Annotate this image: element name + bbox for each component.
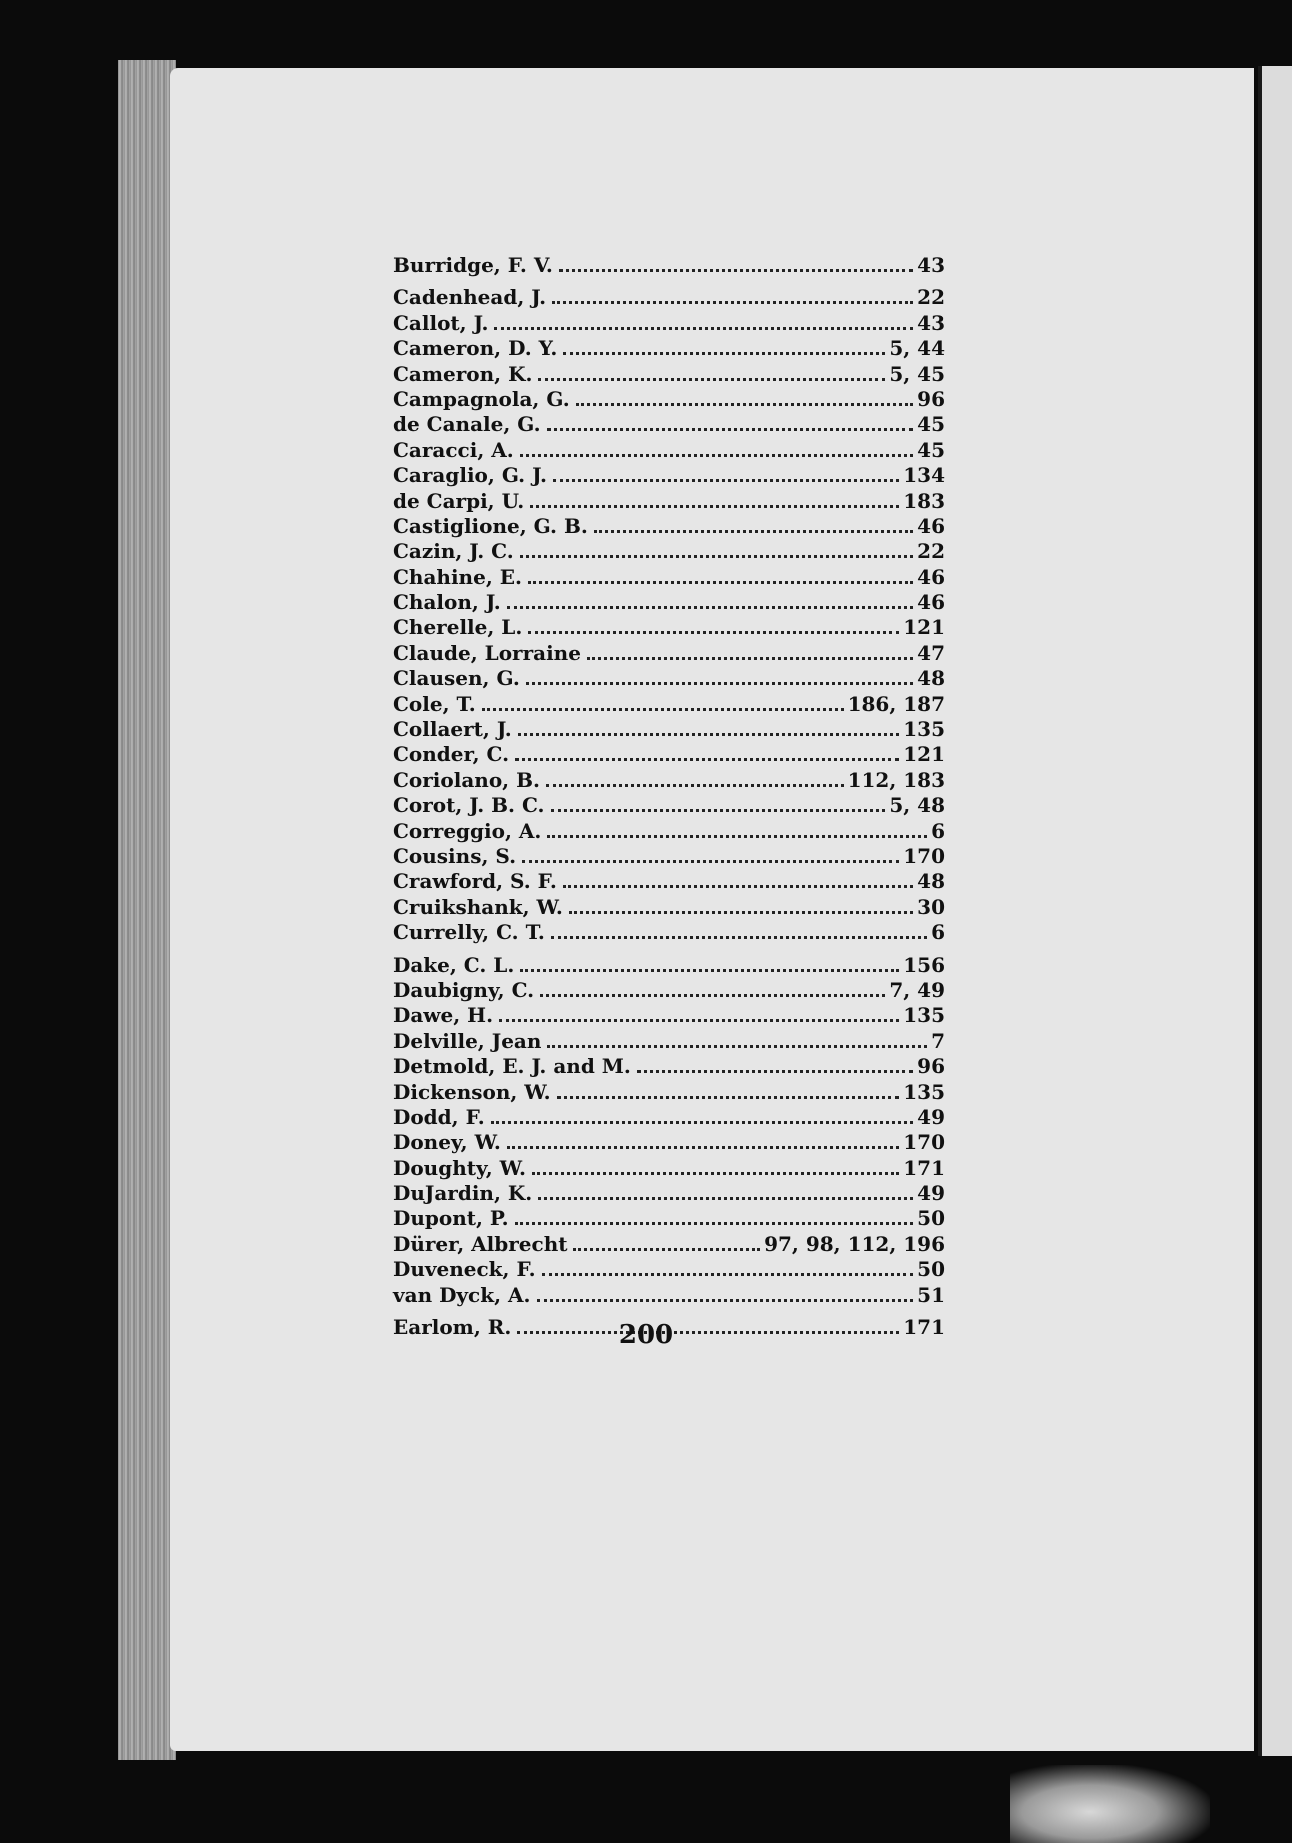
dot-leader <box>530 505 899 508</box>
index-entry-name: Dickenson, W. <box>393 1079 551 1104</box>
index-entry-pages: 48 <box>917 869 945 894</box>
index-entry-pages: 50 <box>917 1206 945 1231</box>
index-entry <box>393 844 945 869</box>
index-entry-name: Doughty, W. <box>393 1155 526 1180</box>
index-entry-pages: 5, 44 <box>889 336 945 361</box>
index-entry-pages: 171 <box>903 1155 945 1180</box>
index-entry-pages: 22 <box>917 285 945 310</box>
dot-leader <box>491 1121 913 1124</box>
index-entry-pages: 50 <box>917 1257 945 1282</box>
index-entry-pages: 46 <box>917 513 945 538</box>
dot-leader <box>507 1146 899 1149</box>
index-entry <box>393 1003 945 1028</box>
index-entry-pages: 121 <box>903 742 945 767</box>
index-entry <box>393 412 945 437</box>
index-entry-name: Cruikshank, W. <box>393 894 563 919</box>
index-entry-name: Cherelle, L. <box>393 615 523 640</box>
index-entry <box>393 768 945 793</box>
index-entry-name: Earlom, R. <box>393 1315 512 1340</box>
dot-leader <box>587 657 913 660</box>
index-entry-name: Callot, J. <box>393 310 489 335</box>
index-entry-pages: 112, 183 <box>847 767 945 792</box>
index-entry-name: Duveneck, F. <box>393 1257 536 1282</box>
index-entry-pages: 48 <box>917 666 945 691</box>
dot-leader <box>559 269 913 272</box>
dot-leader <box>546 784 844 787</box>
index-entry <box>393 539 945 564</box>
dot-leader <box>494 327 913 330</box>
index-entry-pages: 96 <box>917 1054 945 1079</box>
dot-leader <box>637 1070 913 1073</box>
dot-leader <box>551 936 927 939</box>
index-entry-pages: 170 <box>903 1130 945 1155</box>
index-entry-pages: 170 <box>903 843 945 868</box>
index-entry-name: Burridge, F. V. <box>393 253 553 277</box>
index-entry-name: Cole, T. <box>393 691 476 716</box>
index-entry-pages: 46 <box>917 590 945 615</box>
index-entry-name: Dupont, P. <box>393 1206 509 1231</box>
index-entry-name: Campagnola, G. <box>393 386 570 411</box>
index-entry-name: Cameron, D. Y. <box>393 336 558 361</box>
dot-leader <box>538 378 885 381</box>
index-entry <box>393 311 945 336</box>
index-entry-pages: 7, 49 <box>889 977 945 1002</box>
index-entry-name: DuJardin, K. <box>393 1181 533 1206</box>
dot-leader <box>507 606 913 609</box>
index-entry-name: Dawe, H. <box>393 1003 494 1028</box>
index-entry <box>393 1283 945 1308</box>
index-entry-name: Correggio, A. <box>393 818 542 843</box>
index-entry-name: de Carpi, U. <box>393 488 525 513</box>
index-list <box>393 253 945 1340</box>
index-entry <box>393 253 945 278</box>
index-entry <box>393 1156 945 1181</box>
index-entry <box>393 1206 945 1231</box>
index-entry-name: Cazin, J. C. <box>393 539 514 564</box>
index-entry-name: Crawford, S. F. <box>393 869 557 894</box>
index-entry-name: Corot, J. B. C. <box>393 793 545 818</box>
dot-leader <box>537 1299 914 1302</box>
index-entry-name: Cousins, S. <box>393 843 517 868</box>
index-entry <box>393 1054 945 1079</box>
dot-leader <box>547 1045 927 1048</box>
index-entry-pages: 183 <box>903 488 945 513</box>
index-entry-pages: 5, 45 <box>889 361 945 386</box>
index-entry <box>393 590 945 615</box>
index-entry <box>393 1130 945 1155</box>
index-entry-name: Caraglio, G. J. <box>393 463 547 488</box>
dot-leader <box>528 631 899 634</box>
dot-leader <box>553 479 899 482</box>
dot-leader <box>573 1248 760 1251</box>
index-entry-name: Clausen, G. <box>393 666 520 691</box>
index-entry-pages: 171 <box>903 1315 945 1340</box>
index-entry-pages: 6 <box>931 818 945 843</box>
index-entry <box>393 1232 945 1257</box>
index-entry-pages: 49 <box>917 1104 945 1129</box>
index-entry-name: Conder, C. <box>393 742 510 767</box>
index-entry-name: Claude, Lorraine <box>393 640 581 665</box>
index-entry-pages: 45 <box>917 412 945 437</box>
dot-leader <box>547 835 927 838</box>
index-entry <box>393 742 945 767</box>
dot-leader <box>576 403 913 406</box>
index-entry-pages: 45 <box>917 437 945 462</box>
index-entry-pages: 7 <box>931 1028 945 1053</box>
index-entry-name: Doney, W. <box>393 1130 501 1155</box>
index-entry <box>393 1257 945 1282</box>
index-entry-name: Delville, Jean <box>393 1028 542 1053</box>
index-entry-name: Chalon, J. <box>393 590 501 615</box>
index-entry-name: Coriolano, B. <box>393 767 540 792</box>
index-entry-name: Collaert, J. <box>393 717 512 742</box>
dot-leader <box>552 301 913 304</box>
index-entry-pages: 156 <box>903 952 945 977</box>
dot-leader <box>522 860 899 863</box>
index-entry-name: Castiglione, G. B. <box>393 513 588 538</box>
index-entry-pages: 30 <box>917 894 945 919</box>
page-number: 200 <box>618 1320 674 1350</box>
index-entry-name: Chahine, E. <box>393 564 522 589</box>
index-entry-name: Currelly, C. T. <box>393 920 545 945</box>
index-entry <box>393 978 945 1003</box>
dot-leader <box>563 885 913 888</box>
dot-leader <box>518 733 900 736</box>
index-entry <box>393 387 945 412</box>
dot-leader <box>499 1019 899 1022</box>
dot-leader <box>557 1096 900 1099</box>
book-edge <box>118 60 176 1760</box>
index-entry <box>393 666 945 691</box>
index-entry-pages: 96 <box>917 386 945 411</box>
dot-leader <box>538 1197 913 1200</box>
index-entry <box>393 615 945 640</box>
index-entry <box>393 463 945 488</box>
index-entry-name: Caracci, A. <box>393 437 514 462</box>
index-entry-pages: 134 <box>903 463 945 488</box>
dot-leader <box>540 994 885 997</box>
index-entry <box>393 869 945 894</box>
index-entry-pages: 135 <box>903 1079 945 1104</box>
index-entry <box>393 920 945 945</box>
dot-leader <box>547 428 914 431</box>
dot-leader <box>515 1222 914 1225</box>
index-entry-pages: 186, 187 <box>847 691 945 716</box>
index-entry <box>393 285 945 310</box>
index-entry-name: Detmold, E. J. and M. <box>393 1054 631 1079</box>
index-entry-name: Cadenhead, J. <box>393 285 547 310</box>
index-entry-pages: 97, 98, 112, 196 <box>764 1231 945 1256</box>
scan-blemish <box>1010 1765 1210 1843</box>
index-entry <box>393 819 945 844</box>
dot-leader <box>551 809 886 812</box>
index-entry-pages: 135 <box>903 1003 945 1028</box>
index-entry-pages: 43 <box>917 253 945 277</box>
dot-leader <box>520 969 899 972</box>
index-entry <box>393 565 945 590</box>
index-entry <box>393 489 945 514</box>
index-entry-name: de Canale, G. <box>393 412 541 437</box>
dot-leader <box>515 758 899 761</box>
index-entry-pages: 135 <box>903 717 945 742</box>
index-entry-pages: 47 <box>917 640 945 665</box>
dot-leader <box>594 530 913 533</box>
index-entry-pages: 43 <box>917 310 945 335</box>
dot-leader <box>520 454 913 457</box>
index-entry-pages: 121 <box>903 615 945 640</box>
index-entry-pages: 6 <box>931 920 945 945</box>
index-entry-name: Dürer, Albrecht <box>393 1231 568 1256</box>
dot-leader <box>542 1273 914 1276</box>
index-entry-pages: 49 <box>917 1181 945 1206</box>
index-entry <box>393 1105 945 1130</box>
index-entry <box>393 895 945 920</box>
index-entry-name: Dake, C. L. <box>393 952 515 977</box>
dot-leader <box>532 1172 899 1175</box>
index-entry-pages: 22 <box>917 539 945 564</box>
index-entry <box>393 953 945 978</box>
index-entry <box>393 1029 945 1054</box>
index-entry <box>393 793 945 818</box>
index-entry <box>393 514 945 539</box>
index-entry-name: Cameron, K. <box>393 361 533 386</box>
dot-leader <box>526 682 913 685</box>
index-entry <box>393 438 945 463</box>
dot-leader <box>563 352 885 355</box>
facing-page-edge <box>1262 66 1292 1756</box>
index-entry <box>393 362 945 387</box>
index-entry <box>393 717 945 742</box>
index-entry <box>393 336 945 361</box>
index-entry-name: Daubigny, C. <box>393 977 535 1002</box>
index-entry <box>393 692 945 717</box>
index-entry-pages: 46 <box>917 564 945 589</box>
index-entry <box>393 1181 945 1206</box>
dot-leader <box>528 581 913 584</box>
index-entry-pages: 5, 48 <box>889 793 945 818</box>
dot-leader <box>569 911 913 914</box>
index-entry-name: Dodd, F. <box>393 1104 485 1129</box>
index-entry-name: van Dyck, A. <box>393 1282 531 1307</box>
dot-leader <box>482 708 844 711</box>
index-entry-pages: 51 <box>917 1282 945 1307</box>
dot-leader <box>520 555 913 558</box>
index-entry <box>393 1080 945 1105</box>
index-entry <box>393 641 945 666</box>
